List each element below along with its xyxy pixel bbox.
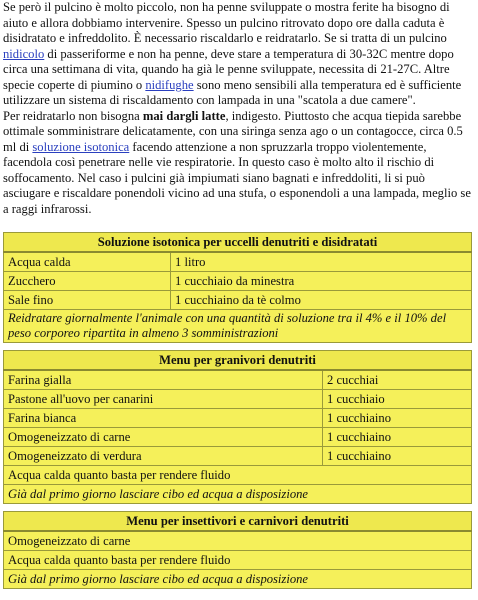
table-row <box>4 390 472 409</box>
ingredient-cell: Farina bianca <box>4 409 323 428</box>
bold-warning: mai dargli latte <box>142 108 226 123</box>
ingredient-cell: Pastone all'uovo per canarini <box>4 390 323 409</box>
table-isotonic-solution <box>3 232 472 343</box>
link-soluzione-isotonica[interactable]: soluzione isotonica <box>32 139 130 154</box>
table-note: Già dal primo giorno lasciare cibo ed acqua a disposizione <box>4 570 472 589</box>
table-note: Reidratare giornalmente l'animale con una quantità di soluzione tra il 4% e il 10% del peso corporeo ripartita in almeno 3 somministrazioni <box>4 310 472 343</box>
table-row <box>4 428 472 447</box>
table-note-row <box>4 310 472 343</box>
text-span: di passeriforme e non ha penne, deve stare a temperatura di 30-32C mentre dopo circa una settimana di vita, quando ha già le penne sviluppate, necessita di 21-27C. Altre specie coperte di piumino o <box>3 46 454 92</box>
table-row <box>4 291 472 310</box>
text-span: facendo attenzione a non spruzzarla troppo violentemente, facendola così penetrare nelle vie respiratorie. In questo caso è molto alto il rischio di soffocamento. Nel caso i pulcini già impiumati siano bagnati e infreddoliti, li si può asciugare e riscaldare ponendoli vicino ad una stufa, o esponendoli a una lampada, meglio se a raggi infrarossi. <box>3 139 471 216</box>
link-nidifughe[interactable]: nidifughe <box>145 77 194 92</box>
ingredient-cell: Omogeneizzato di carne <box>4 531 472 551</box>
paragraph-1 <box>3 0 475 109</box>
link-nidicolo[interactable]: nidicolo <box>3 46 45 61</box>
text-span: Per reidratarlo non bisogna <box>3 108 143 123</box>
table-title: Menu per insettivori e carnivori denutriti <box>4 512 472 532</box>
quantity-cell: 1 cucchiaino <box>323 447 472 466</box>
table-row <box>4 531 472 551</box>
instruction-cell: Acqua calda quanto basta per rendere fluido <box>4 466 472 485</box>
quantity-cell: 1 cucchiaio da minestra <box>171 272 472 291</box>
text-span: , indigesto. Piuttosto che acqua tiepida sarebbe ottimale somministrare delicatamente, con una siringa senza ago o un contagocce, circa 0.5 ml di <box>3 108 463 154</box>
table-insettivori-menu <box>3 511 472 589</box>
table-row <box>4 409 472 428</box>
table-title: Menu per granivori denutriti <box>4 351 472 371</box>
table-note: Già dal primo giorno lasciare cibo ed acqua a disposizione <box>4 485 472 504</box>
table-row <box>4 252 472 272</box>
quantity-cell: 1 litro <box>171 252 472 272</box>
ingredient-cell: Acqua calda <box>4 252 171 272</box>
ingredient-cell: Farina gialla <box>4 370 323 390</box>
table-note-row <box>4 485 472 504</box>
table-granivori-menu <box>3 350 472 504</box>
quantity-cell: 1 cucchiaino da tè colmo <box>171 291 472 310</box>
quantity-cell: 1 cucchiaino <box>323 428 472 447</box>
table-header-row <box>4 233 472 253</box>
table-row <box>4 447 472 466</box>
table-row <box>4 466 472 485</box>
instruction-cell: Acqua calda quanto basta per rendere fluido <box>4 551 472 570</box>
quantity-cell: 2 cucchiai <box>323 370 472 390</box>
text-span: Se però il pulcino è molto piccolo, non ha penne sviluppate o mostra ferite ha bisogno di aiuto e allora dobbiamo intervenire. Spesso un pulcino ritrovato dopo ore dalla caduta è disidratato e infreddolito. È necessario riscaldarlo e reidratarlo. Se si tratta di un pulcino <box>3 0 450 45</box>
table-row <box>4 272 472 291</box>
quantity-cell: 1 cucchiaio <box>323 390 472 409</box>
table-row <box>4 551 472 570</box>
quantity-cell: 1 cucchiaino <box>323 409 472 428</box>
table-title: Soluzione isotonica per uccelli denutriti e disidratati <box>4 233 472 253</box>
ingredient-cell: Zucchero <box>4 272 171 291</box>
table-note-row <box>4 570 472 589</box>
table-header-row <box>4 351 472 371</box>
table-row <box>4 370 472 390</box>
ingredient-cell: Omogeneizzato di carne <box>4 428 323 447</box>
ingredient-cell: Sale fino <box>4 291 171 310</box>
article-text <box>3 0 475 217</box>
paragraph-2 <box>3 109 475 218</box>
ingredient-cell: Omogeneizzato di verdura <box>4 447 323 466</box>
table-header-row <box>4 512 472 532</box>
text-span: sono meno sensibili alla temperatura ed è sufficiente utilizzare un sistema di riscaldamento con lampada in una "scatola a due camere". <box>3 77 462 107</box>
